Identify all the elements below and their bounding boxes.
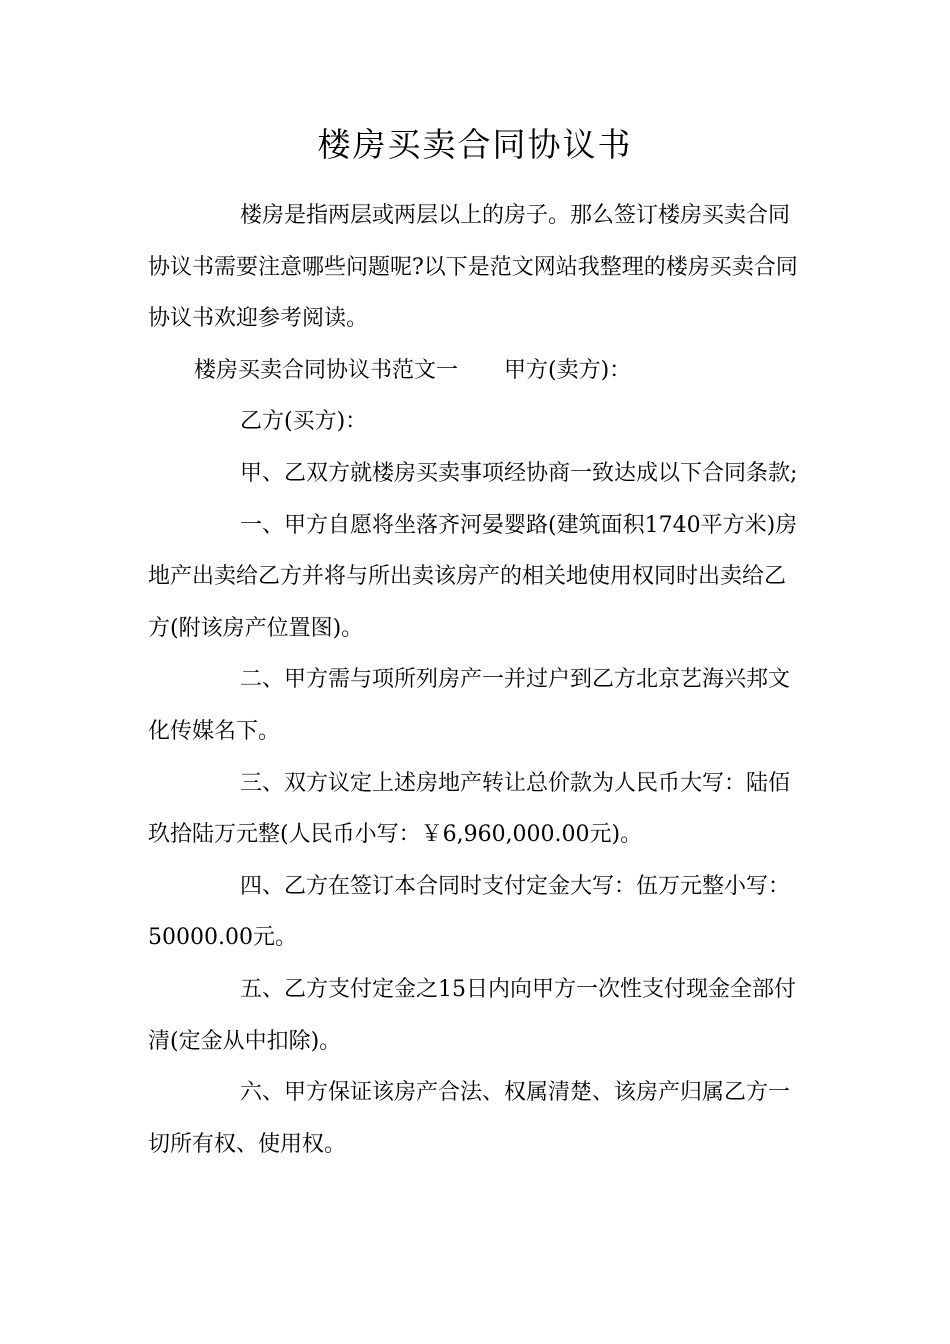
clause-4: 四、乙方在签订本合同时支付定金大写：伍万元整小写：50000.00元。: [148, 873, 791, 951]
clause-1: 一、甲方自愿将坐落齐河晏婴路(建筑面积1740平方米)房地产出卖给乙方并将与所出卖该房产的相关地使用权同时出卖给乙方(附该房产位置图)。: [148, 512, 798, 641]
party-a-label: 甲方(卖方)：: [504, 357, 632, 383]
clause-5: 五、乙方支付定金之15日内向甲方一次性支付现金全部付清(定金从中扣除)。: [148, 976, 796, 1054]
clause-6: 六、甲方保证该房产合法、权属清楚、该房产归属乙方一切所有权、使用权。: [148, 1080, 791, 1157]
sample-heading: 楼房买卖合同协议书范文一: [194, 357, 459, 383]
document-title: 楼房买卖合同协议书: [317, 125, 633, 164]
clause-3: 三、双方议定上述房地产转让总价款为人民币大写：陆佰玖拾陆万元整(人民币小写：￥6,960,000.00元)。: [148, 770, 791, 848]
clause-2: 二、甲方需与项所列房产一并过户到乙方北京艺海兴邦文化传媒名下。: [148, 667, 791, 744]
intro-paragraph: 楼房是指两层或两层以上的房子。那么签订楼房买卖合同协议书需要注意哪些问题呢?以下是范文网站我整理的楼房买卖合同协议书欢迎参考阅读。: [148, 203, 798, 332]
agreement-paragraph: 甲、乙双方就楼房买卖事项经协商一致达成以下合同条款;: [240, 460, 798, 486]
document-body: [148, 190, 803, 1170]
party-b-label: 乙方(买方)：: [240, 409, 368, 435]
sample-heading-line: [148, 345, 803, 397]
